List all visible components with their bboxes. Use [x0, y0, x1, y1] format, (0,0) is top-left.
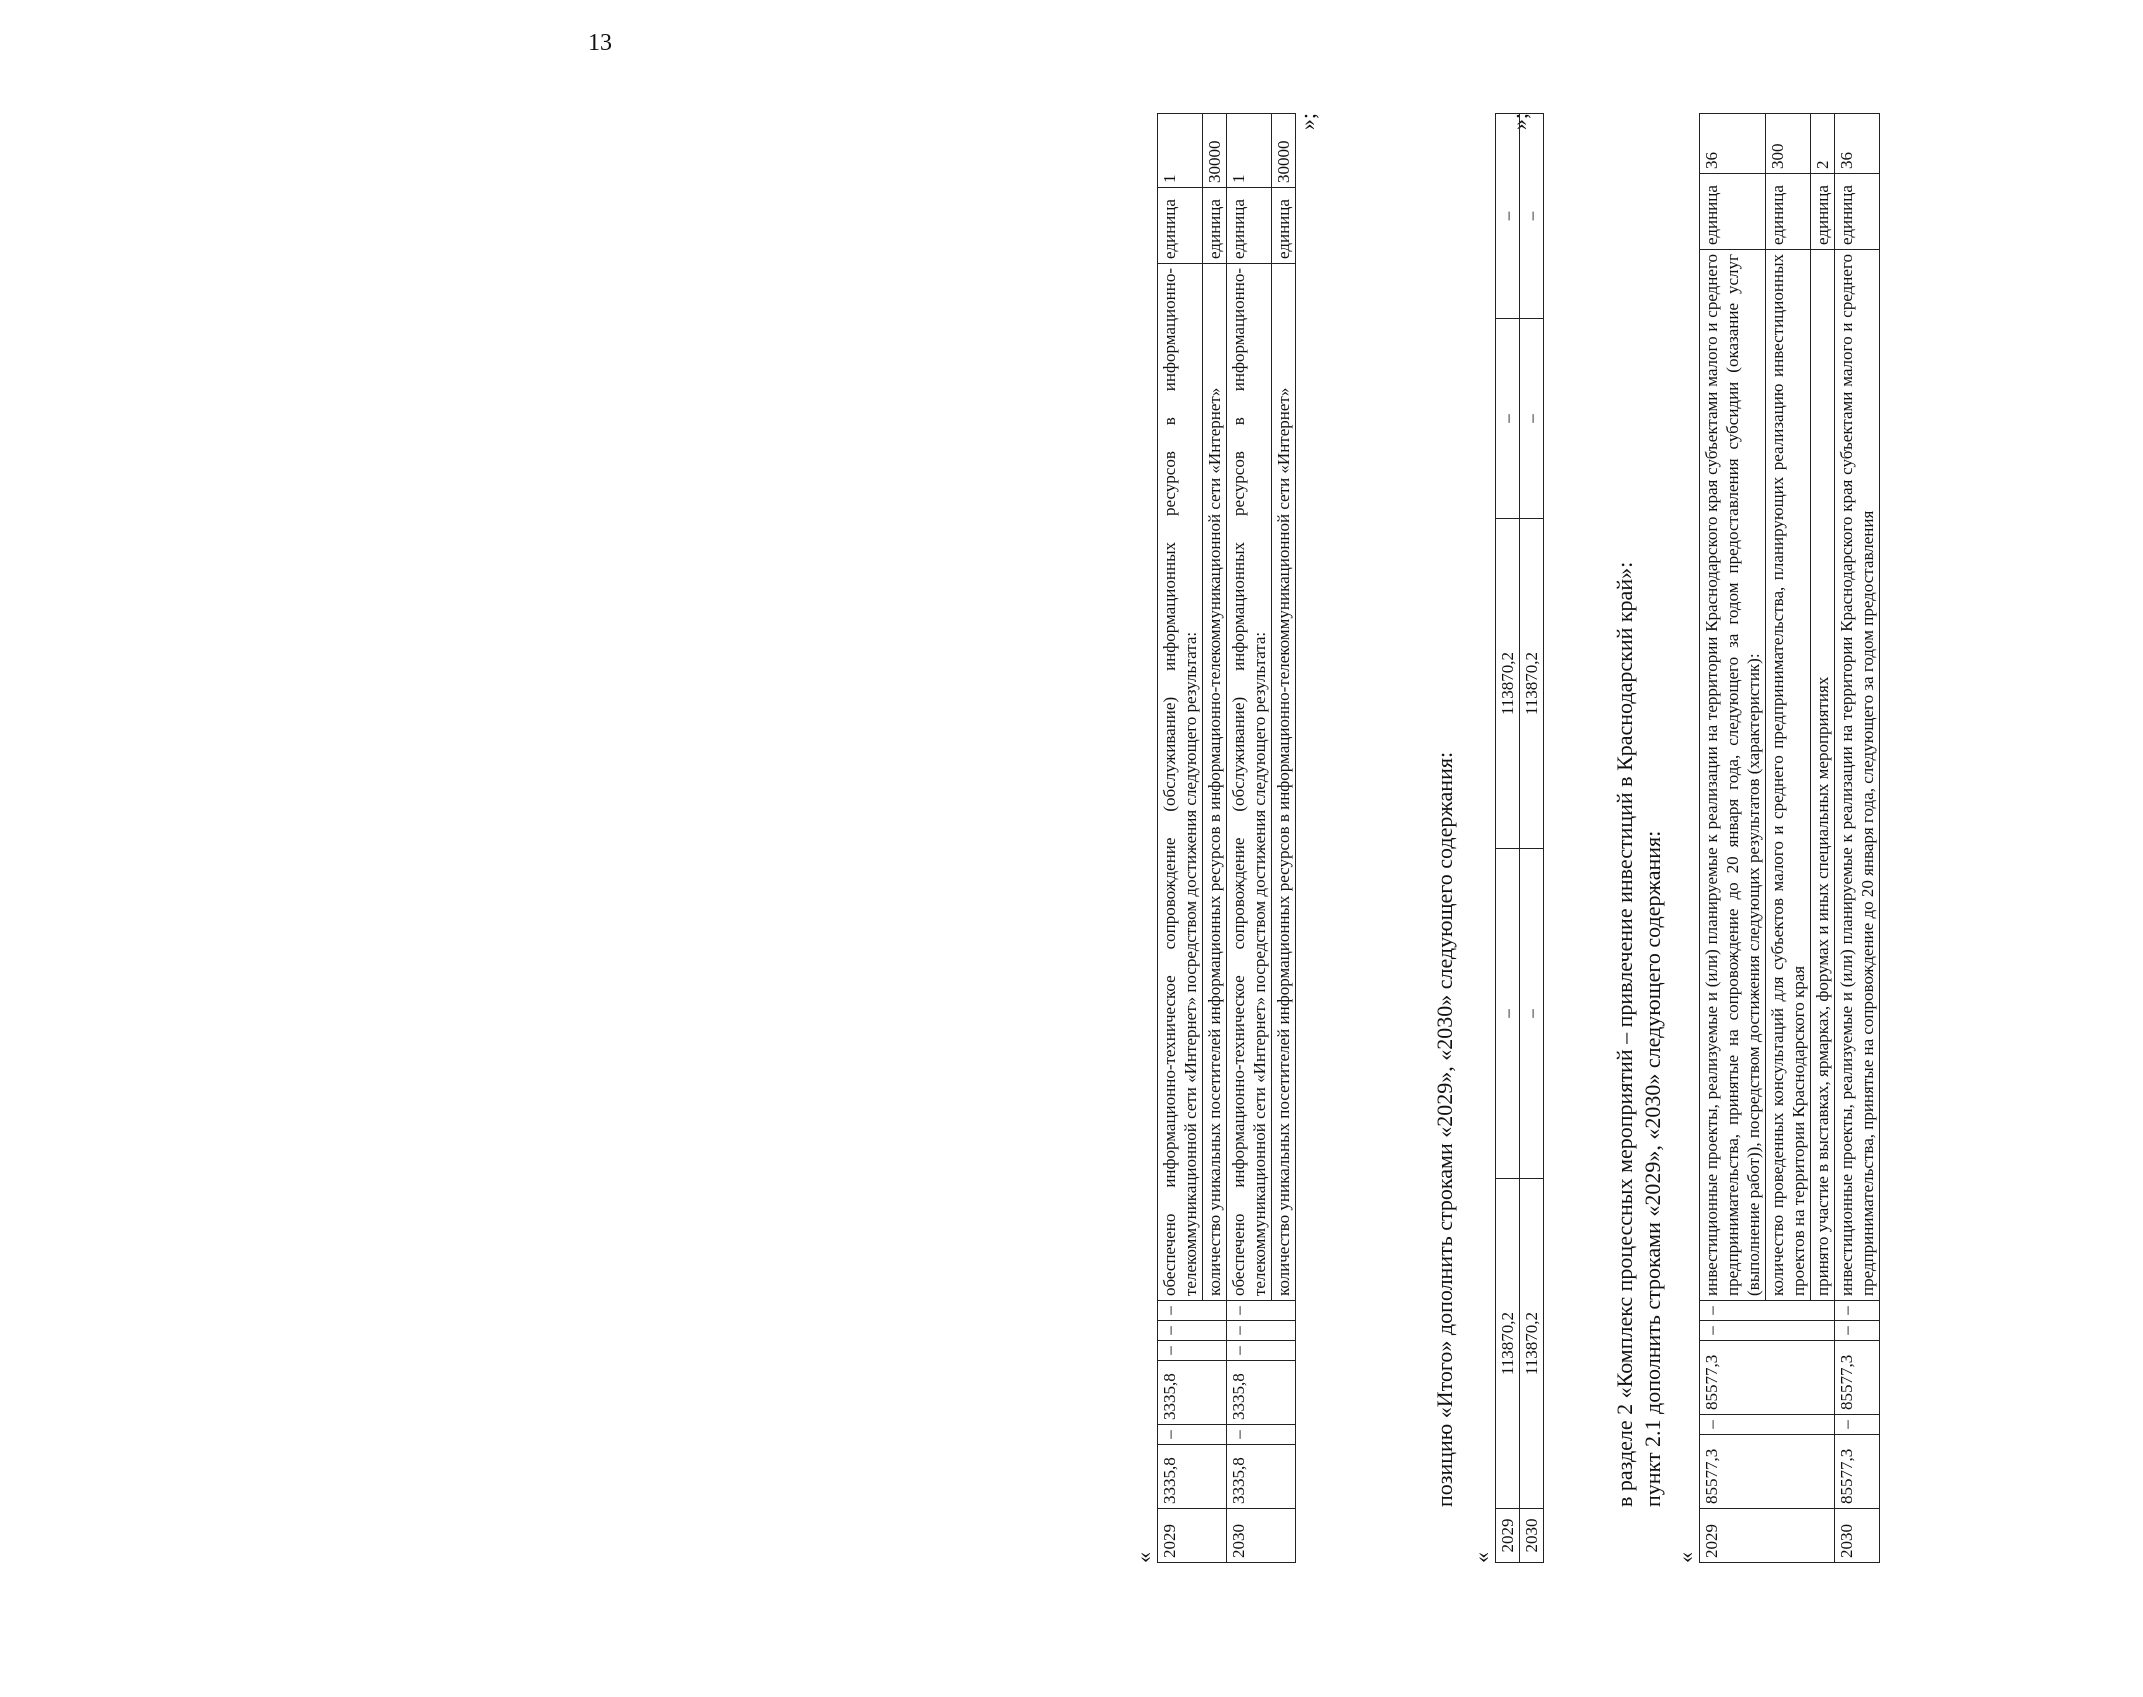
result-description: обеспечено информационно-техническое сопровождение (обслуживание) информационных ресурсов в информационно-телекоммуникационной сети «Интернет» посредством достижения следующего результата: [1158, 264, 1203, 1301]
amount-cell: 85577,3 [1835, 1435, 1880, 1509]
amount-cell: 3335,8 [1227, 1445, 1296, 1509]
paragraph-section2-line2: пункт 2.1 дополнить строками «2029», «2030» следующего содержания: [1640, 830, 1665, 1507]
result-description: принято участие в выставках, ярмарках, форумах и иных специальных мероприятиях [1811, 250, 1835, 1301]
value-cell: 1 [1158, 114, 1203, 188]
amount-cell: – [1835, 1415, 1880, 1435]
year-cell: 2030 [1520, 1509, 1544, 1563]
unit-cell: единица [1811, 174, 1835, 250]
amount-cell: 3335,8 [1158, 1361, 1227, 1425]
amount-cell: 85577,3 [1700, 1341, 1835, 1415]
result-description: инвестиционные проекты, реализуемые и (или) планируемые к реализации на территории Краснодарского края субъектами малого и среднего предпринимательства, принятые на сопровождение до 20 января года, следующего за годом предоставления [1835, 250, 1880, 1301]
amount-cell: 85577,3 [1835, 1341, 1880, 1415]
table-itogo [1495, 113, 1544, 1563]
table-row [1700, 114, 1766, 1563]
amount-cell: – [1496, 319, 1520, 519]
unit-cell: единица [1203, 188, 1227, 264]
table-investments [1699, 113, 1880, 1563]
open-quote: « [1131, 1552, 1156, 1563]
value-cell: 2 [1811, 114, 1835, 174]
amount-cell: – [1835, 1301, 1880, 1321]
amount-cell: 3335,8 [1158, 1445, 1227, 1509]
year-cell: 2029 [1158, 1509, 1227, 1563]
amount-cell: 85577,3 [1700, 1435, 1835, 1509]
value-cell: 30000 [1203, 114, 1227, 188]
result-description: количество проведенных консультаций для субъектов малого и среднего предпринимательства, планирующих реализацию инвестиционных проектов на территории Краснодарского края [1766, 250, 1811, 1301]
paragraph-section2-line1: в разделе 2 «Комплекс процессных мероприятий – привлечение инвестиций в Краснодарский край»: [1612, 561, 1637, 1507]
close-mark-2: »; [1507, 113, 1532, 131]
amount-cell: – [1158, 1425, 1227, 1445]
amount-cell: 113870,2 [1496, 1179, 1520, 1509]
amount-cell: – [1496, 114, 1520, 319]
paragraph-itogo: позицию «Итого» дополнить строками «2029», «2030» следующего содержания: [1432, 751, 1457, 1507]
value-cell: 1 [1227, 114, 1272, 188]
table-row [1227, 114, 1272, 1563]
table-activities [1157, 113, 1296, 1563]
year-cell: 2029 [1700, 1509, 1835, 1563]
year-cell: 2030 [1835, 1509, 1880, 1563]
year-cell: 2029 [1496, 1509, 1520, 1563]
amount-cell: – [1227, 1301, 1296, 1321]
unit-cell: единица [1158, 188, 1203, 264]
amount-cell: – [1700, 1415, 1835, 1435]
amount-cell: – [1520, 319, 1544, 519]
unit-cell: единица [1766, 174, 1811, 250]
value-cell: 36 [1700, 114, 1766, 174]
open-quote-2: « [1469, 1552, 1494, 1563]
value-cell: 300 [1766, 114, 1811, 174]
value-cell: 36 [1835, 114, 1880, 174]
amount-cell: 113870,2 [1496, 519, 1520, 849]
amount-cell: – [1520, 114, 1544, 319]
amount-cell: – [1227, 1341, 1296, 1361]
year-cell: 2030 [1227, 1509, 1296, 1563]
result-description: инвестиционные проекты, реализуемые и (или) планируемые к реализации на территории Краснодарского края субъектами малого и среднего предпринимательства, принятые на сопровождение до 20 января года, следующего за годом предоставления субсидии (оказание услуг (выполнение работ)), посредством достижения следующих результатов (характеристик): [1700, 250, 1766, 1301]
page-number: 13 [588, 30, 612, 56]
table-row [1520, 114, 1544, 1563]
amount-cell: – [1227, 1425, 1296, 1445]
amount-cell: 3335,8 [1227, 1361, 1296, 1425]
amount-cell: – [1496, 849, 1520, 1179]
unit-cell: единица [1835, 174, 1880, 250]
result-description: количество уникальных посетителей информационных ресурсов в информационно-телекоммуникационной сети «Интернет» [1203, 264, 1227, 1301]
result-description: обеспечено информационно-техническое сопровождение (обслуживание) информационных ресурсов в информационно-телекоммуникационной сети «Интернет» посредством достижения следующего результата: [1227, 264, 1272, 1301]
amount-cell: 113870,2 [1520, 1179, 1544, 1509]
amount-cell: – [1158, 1301, 1227, 1321]
table-row [1835, 114, 1880, 1563]
unit-cell: единица [1227, 188, 1272, 264]
amount-cell: – [1700, 1301, 1835, 1321]
amount-cell: 113870,2 [1520, 519, 1544, 849]
open-quote-3: « [1673, 1552, 1698, 1563]
rotated-content [1113, 113, 2143, 1563]
unit-cell: единица [1272, 188, 1296, 264]
unit-cell: единица [1700, 174, 1766, 250]
value-cell: 30000 [1272, 114, 1296, 188]
close-mark: »; [1295, 113, 1320, 131]
amount-cell: – [1158, 1321, 1227, 1341]
amount-cell: – [1835, 1321, 1880, 1341]
amount-cell: – [1520, 849, 1544, 1179]
table-row [1496, 114, 1520, 1563]
amount-cell: – [1227, 1321, 1296, 1341]
table-row [1158, 114, 1203, 1563]
amount-cell: – [1158, 1341, 1227, 1361]
result-description: количество уникальных посетителей информационных ресурсов в информационно-телекоммуникационной сети «Интернет» [1272, 264, 1296, 1301]
paragraph-section2 [1611, 562, 1667, 1507]
amount-cell: – [1700, 1321, 1835, 1341]
